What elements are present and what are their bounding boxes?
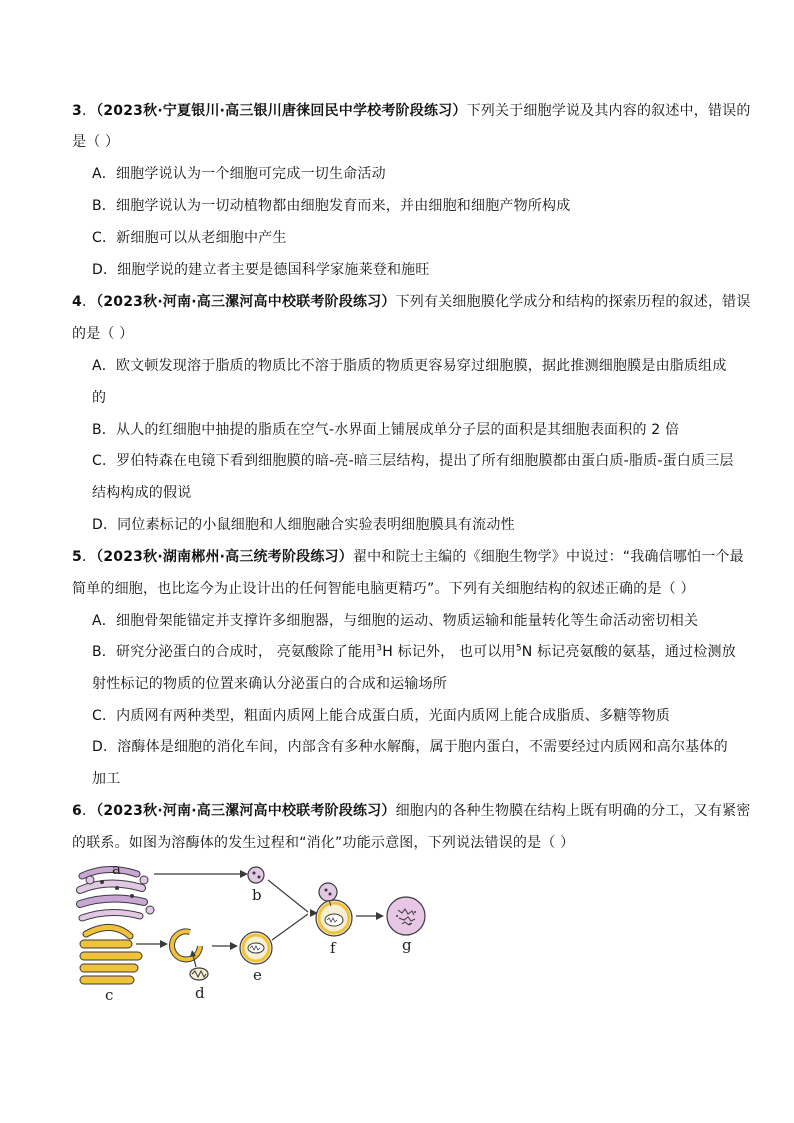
question-5-stem-line1: 5．（2023秋·湖南郴州·高三统考阶段练习）翟中和院士主编的《细胞生物学》中说过：“我确信哪怕一个最 <box>72 549 744 565</box>
option-b: B．细胞学说认为一切动植物都由细胞发育而来，并由细胞和细胞产物所构成 <box>92 198 571 214</box>
question-source: （2023秋·宁夏银川·高三银川唐徕回民中学校考阶段练习） <box>96 103 467 119</box>
phagophore-d <box>172 931 208 980</box>
secondary-lysosome-f <box>316 883 352 936</box>
label-a: a <box>112 860 121 878</box>
autophagosome-e <box>240 932 272 964</box>
option-a: A．细胞骨架能锚定并支撑许多细胞器，与细胞的运动、物质运输和能量转化等生命活动密切相关 <box>92 613 699 629</box>
arrow <box>268 880 308 912</box>
arrowhead <box>160 940 168 948</box>
option-d: D．溶酶体是细胞的消化车间，内部含有多种水解酶，属于胞内蛋白，不需要经过内质网和高尔基体的 <box>92 739 728 755</box>
endoplasmic-reticulum <box>80 927 142 984</box>
primary-lysosome-b <box>248 867 264 883</box>
option-d: D．同位素标记的小鼠细胞和人细胞融合实验表明细胞膜具有流动性 <box>92 517 515 533</box>
option-a: A．细胞学说认为一个细胞可完成一切生命活动 <box>92 166 386 182</box>
label-f: f <box>330 939 336 957</box>
option-d-continued: 加工 <box>92 771 121 787</box>
option-b-continued: 射性标记的物质的位置来确认分泌蛋白的合成和运输场所 <box>92 676 447 692</box>
arrow <box>272 914 308 940</box>
option-a-continued: 的 <box>92 390 107 406</box>
label-g: g <box>402 936 412 954</box>
option-c: C．内质网有两种类型，粗面内质网上能合成蛋白质，光面内质网上能合成脂质、多糖等物质 <box>92 708 670 724</box>
question-6-stem-line2: 的联系。如图为溶酶体的发生过程和“消化”功能示意图，下列说法错误的是（ ） <box>72 835 575 851</box>
question-3-stem-line1: 3．（2023秋·宁夏银川·高三银川唐徕回民中学校考阶段练习）下列关于细胞学说及其内容的叙述中，错误的 <box>72 103 751 119</box>
question-6-stem-line1: 6．（2023秋·河南·高三漯河高中校联考阶段练习）细胞内的各种生物膜在结构上既有明确的分工，又有紧密 <box>72 803 751 819</box>
question-number: 6 <box>72 803 82 819</box>
question-number: 4 <box>72 294 82 310</box>
question-source: （2023秋·河南·高三漯河高中校联考阶段练习） <box>96 294 396 310</box>
residual-body-g <box>387 897 425 935</box>
superscript: 5 <box>515 643 522 654</box>
label-d: d <box>195 984 205 1002</box>
option-c: C．罗伯特森在电镜下看到细胞膜的暗-亮-暗三层结构，提出了所有细胞膜都由蛋白质-脂质-蛋白质三层 <box>92 453 734 469</box>
option-d: D．细胞学说的建立者主要是德国科学家施莱登和施旺 <box>92 262 430 278</box>
arrowhead <box>230 942 238 950</box>
lysosome-diagram <box>72 858 432 1008</box>
question-number: 3 <box>72 103 82 119</box>
label-b: b <box>252 886 262 904</box>
question-4-stem-line1: 4．（2023秋·河南·高三漯河高中校联考阶段练习）下列有关细胞膜化学成分和结构的探索历程的叙述，错误 <box>72 294 751 310</box>
question-5-stem-line2: 简单的细胞，也比迄今为止设计出的任何智能电脑更精巧”。下列有关细胞结构的叙述正确的是（ ） <box>72 581 695 597</box>
question-stem: 下列有关细胞膜化学成分和结构的探索历程的叙述，错误 <box>395 294 751 310</box>
question-number: 5 <box>72 549 82 565</box>
question-4-stem-line2: 的是（ ） <box>72 326 134 342</box>
question-stem: 翟中和院士主编的《细胞生物学》中说过：“我确信哪怕一个最 <box>352 549 744 565</box>
option-c-continued: 结构构成的假说 <box>92 485 192 501</box>
option-b-text: B．研究分泌蛋白的合成时， 亮氨酸除了能用 <box>92 644 377 660</box>
option-b-text: H 标记外， 也可以用 <box>382 644 516 660</box>
label-c: c <box>105 986 114 1004</box>
question-3-stem-line2: 是（ ） <box>72 134 120 150</box>
option-a: A．欧文顿发现溶于脂质的物质比不溶于脂质的物质更容易穿过细胞膜，据此推测细胞膜是由脂质组成 <box>92 358 727 374</box>
option-b-text: N 标记亮氨酸的氨基，通过检测放 <box>521 644 736 660</box>
superscript: 3 <box>376 643 383 654</box>
option-b <box>92 642 736 662</box>
arrowhead <box>376 912 384 920</box>
question-source: （2023秋·河南·高三漯河高中校联考阶段练习） <box>96 803 396 819</box>
question-stem: 细胞内的各种生物膜在结构上既有明确的分工，又有紧密 <box>395 803 751 819</box>
arrowhead <box>240 870 248 878</box>
label-e: e <box>253 966 262 984</box>
option-c: C．新细胞可以从老细胞中产生 <box>92 230 287 246</box>
question-stem: 下列关于细胞学说及其内容的叙述中，错误的 <box>466 103 751 119</box>
question-source: （2023秋·湖南郴州·高三统考阶段练习） <box>96 549 353 565</box>
option-b: B．从人的红细胞中抽提的脂质在空气-水界面上铺展成单分子层的面积是其细胞表面积的 2 倍 <box>92 422 680 438</box>
